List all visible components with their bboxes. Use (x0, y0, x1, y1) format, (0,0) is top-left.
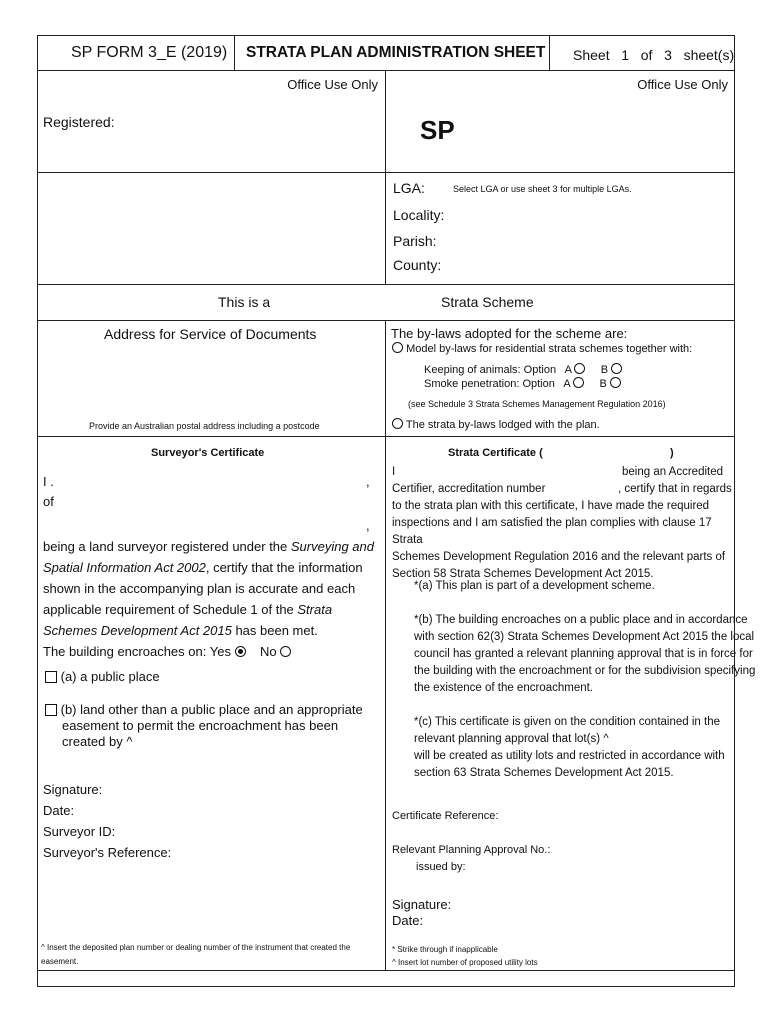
strata-signature-label: Signature: (392, 897, 452, 912)
surveyor-date-label: Date: (43, 803, 75, 818)
surveyor-i-comma: , (366, 474, 370, 489)
certificate-reference-label: Certificate Reference: (392, 810, 499, 822)
address-divider (37, 436, 735, 437)
parish-label: Parish: (393, 233, 437, 249)
this-is-a-label: This is a (218, 294, 271, 310)
sheet-number: 1 (621, 47, 630, 63)
county-label: County: (393, 257, 442, 273)
bylaws-heading: The by-laws adopted for the scheme are: (391, 326, 628, 341)
strata-date-label: Date: (392, 913, 424, 928)
sheet-info (573, 47, 734, 63)
public-place-label: (a) a public place (60, 669, 160, 684)
page-title: STRATA PLAN ADMINISTRATION SHEET (246, 44, 546, 61)
yes-label: Yes (209, 644, 231, 659)
locality-label: Locality: (393, 207, 445, 223)
smoke-option-a-label: A (563, 378, 571, 390)
smoke-row (424, 377, 621, 391)
encroach-label: The building encroaches on: (43, 644, 207, 659)
public-place-checkbox[interactable] (45, 671, 57, 683)
footer-divider (37, 970, 735, 971)
surveyor-heading: Surveyor's Certificate (151, 447, 265, 459)
encroach-row (43, 644, 291, 660)
plan-prefix: SP (420, 115, 455, 145)
office-use-right: Office Use Only (637, 77, 728, 92)
form-code: SP FORM 3_E (2019) (71, 44, 228, 61)
header-separator-1 (234, 35, 235, 70)
smoke-option-a-radio[interactable] (573, 377, 584, 388)
option-b-row[interactable] (45, 702, 363, 718)
animals-row (424, 363, 622, 377)
planning-approval-label: Relevant Planning Approval No.: (392, 844, 551, 856)
lodged-bylaws-radio[interactable] (392, 418, 403, 429)
bylaws-model-option[interactable] (392, 342, 692, 356)
location-divider (37, 284, 735, 285)
strata-cert-heading-prefix: Strata Certificate ( (448, 447, 543, 459)
statement-line-3: shown in the accompanying plan is accurate and each (43, 581, 356, 596)
surveyor-signature-label: Signature: (43, 782, 103, 797)
lga-label: LGA: (393, 180, 425, 196)
surveyor-footnote-1: ^ Insert the deposited plan number or dealing number of the instrument that created the (41, 943, 351, 952)
animals-option-a-radio[interactable] (574, 363, 585, 374)
surveyor-of-comma: , (366, 518, 370, 533)
no-label: No (260, 644, 277, 659)
model-bylaws-radio[interactable] (392, 342, 403, 353)
strata-cert-heading-suffix: ) (670, 447, 674, 459)
header-separator-2 (549, 35, 550, 70)
animals-option-a-label: A (564, 364, 572, 376)
animals-option-b-label: B (600, 364, 609, 376)
registered-label: Registered: (43, 114, 115, 130)
surveyor-footnote-2: easement. (41, 957, 79, 966)
smoke-label: Smoke penetration: Option (424, 378, 555, 390)
strata-cert-heading (448, 446, 543, 460)
lower-column-separator (385, 320, 386, 970)
upper-column-separator (385, 70, 386, 284)
smoke-option-b-radio[interactable] (610, 377, 621, 388)
sheet-label: Sheet (573, 47, 610, 63)
animals-option-b-radio[interactable] (611, 363, 622, 374)
bylaws-note: (see Schedule 3 Strata Schemes Management Regulation 2016) (408, 399, 666, 409)
strata-item-b: *(b) The building encroaches on a public place and in accordance with section 62(3) Strata Schemes Development Act 2015 the local council has granted a relevant planning approval that is in force for the building with the encroachment or for the subdivision specifying the existence of the encroachment. (414, 614, 756, 694)
bylaws-lodged-option[interactable] (392, 418, 600, 432)
surveyor-of-label: of (43, 494, 54, 509)
other-land-checkbox[interactable] (45, 704, 57, 716)
other-land-line-1: (b) land other than a public place and an appropriate (60, 702, 363, 717)
office-divider (37, 172, 735, 173)
animals-label: Keeping of animals: Option (424, 364, 557, 376)
statement-line-4: applicable requirement of Schedule 1 of the Strata (43, 602, 333, 617)
other-land-line-2: easement to permit the encroachment has been (62, 718, 339, 733)
header-divider (37, 70, 735, 71)
statement-line-1: being a land surveyor registered under the Surveying and (43, 539, 375, 554)
lga-hint: Select LGA or use sheet 3 for multiple LGAs. (453, 184, 632, 194)
other-land-line-3: created by ^ (62, 734, 133, 749)
address-hint: Provide an Australian postal address including a postcode (89, 421, 320, 431)
scheme-divider (37, 320, 735, 321)
statement-line-2: Spatial Information Act 2002, certify that the information (43, 560, 363, 575)
scheme-type: Strata Scheme (441, 294, 534, 310)
address-heading: Address for Service of Documents (104, 326, 317, 342)
strata-cert-intro: I being an Accredited Certifier, accreditation number , certify that in regards to the strata plan with this certificate, I have made the required inspections and I am satisfied the plan complies with clause 17 Strata Schemes Development Regulation 2016 and the relevant parts of Section 58 Strata Schemes Development Act 2015. (392, 466, 732, 580)
strata-footnote-2: ^ Insert lot number of proposed utility lots (392, 958, 538, 967)
surveyor-reference-label: Surveyor's Reference: (43, 845, 172, 860)
model-bylaws-label: Model by-laws for residential strata schemes together with: (406, 343, 693, 355)
office-use-left: Office Use Only (287, 77, 378, 92)
smoke-option-b-label: B (599, 378, 607, 390)
surveyor-id-label: Surveyor ID: (43, 824, 116, 839)
strata-footnote-1: * Strike through if inapplicable (392, 945, 498, 954)
lodged-bylaws-label: The strata by-laws lodged with the plan. (405, 419, 600, 431)
sheet-suffix: sheet(s) (683, 47, 735, 63)
sheet-of: of (640, 47, 653, 63)
statement-line-5: Schemes Development Act 2015 has been met. (43, 623, 318, 638)
encroach-no-radio[interactable] (280, 646, 291, 657)
issued-by-label: issued by: (416, 861, 466, 873)
sheet-total: 3 (664, 47, 672, 63)
encroach-yes-radio[interactable] (235, 646, 246, 657)
strata-item-c: *(c) This certificate is given on the condition contained in the relevant planning approval that lot(s) ^ will be created as utility lots and restricted in accordance with section 63 Strata Schemes Development Act 2015. (414, 716, 725, 779)
surveyor-i-label: I . (43, 474, 54, 489)
option-a-row[interactable] (45, 669, 160, 685)
strata-item-a: *(a) This plan is part of a development scheme. (414, 580, 655, 592)
